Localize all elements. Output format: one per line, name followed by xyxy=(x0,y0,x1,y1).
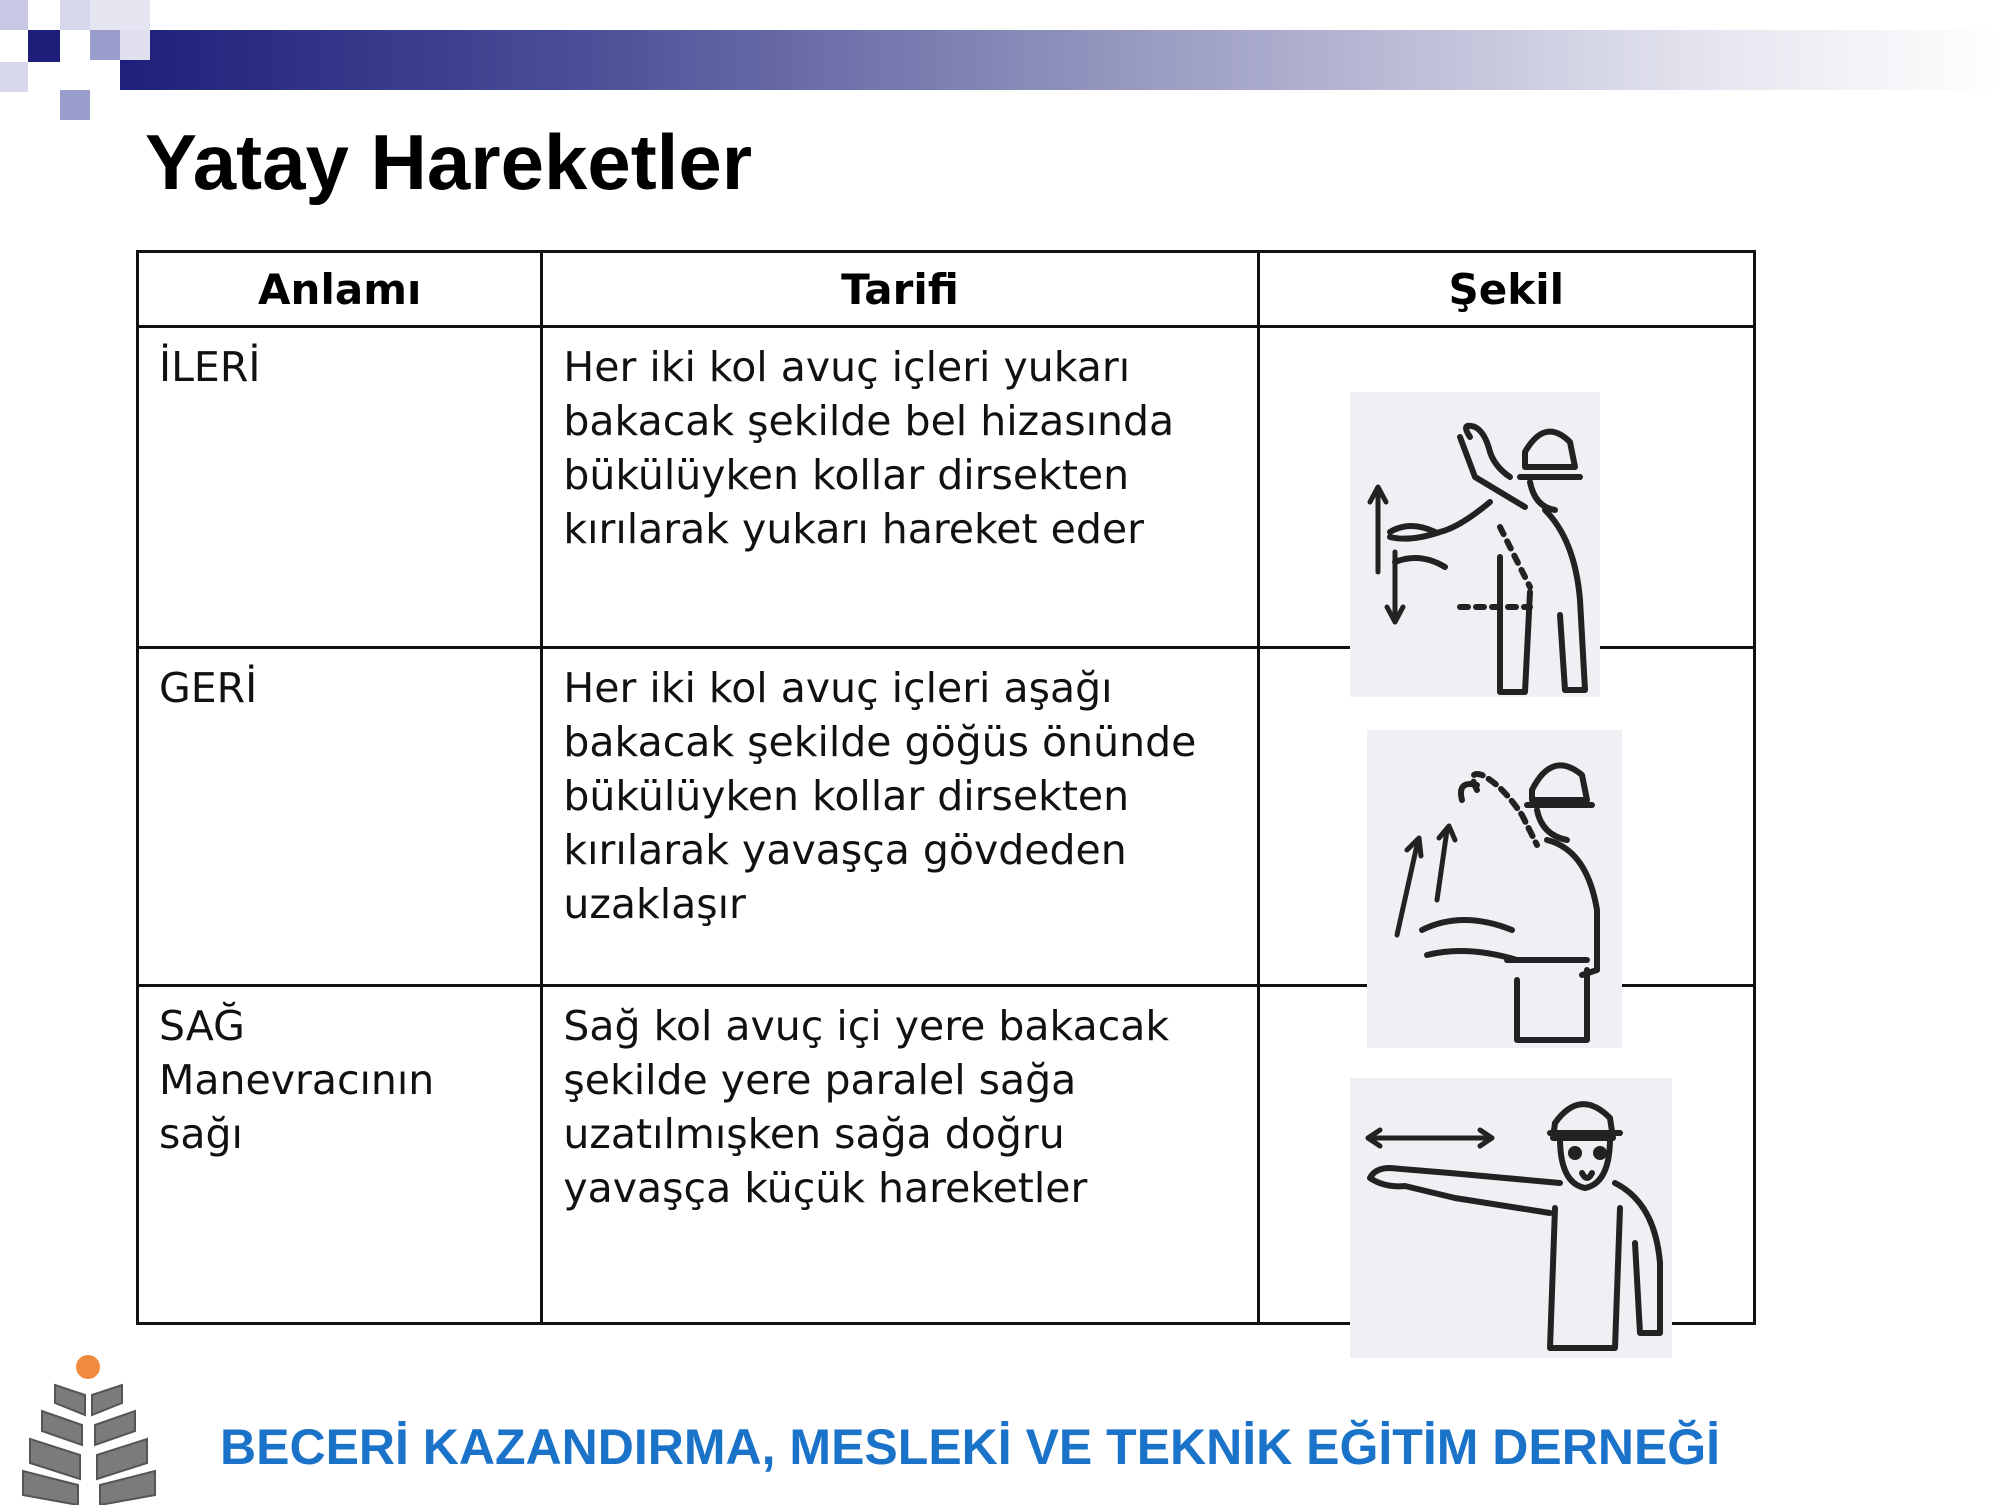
header-gradient-bar xyxy=(120,30,2000,90)
header-anlam: Anlamı xyxy=(138,252,542,327)
worker-forward-signal-icon xyxy=(1350,392,1600,697)
page-title: Yatay Hareketler xyxy=(145,118,753,206)
header-square-light-5 xyxy=(120,30,150,60)
header-tarif: Tarifi xyxy=(542,252,1258,327)
worker-backward-signal-icon xyxy=(1367,730,1622,1048)
cell-anlam-geri: GERİ xyxy=(138,648,542,986)
header-square-light-1 xyxy=(0,0,28,30)
header-square-mid-2 xyxy=(60,90,90,120)
header-square-light-3 xyxy=(90,0,150,30)
table-header-row xyxy=(138,252,1755,327)
cell-anlam-ileri: İLERİ xyxy=(138,327,542,648)
cell-tarif-geri: Her iki kol avuç içleri aşağı bakacak şekilde göğüs önünde bükülüyken kollar dirsekten kırılarak yavaşça gövdeden uzaklaşır xyxy=(542,648,1258,986)
header-square-light-2 xyxy=(60,0,90,30)
sag-label: SAĞ Manevracının sağı xyxy=(159,1002,435,1158)
cell-anlam-sag xyxy=(138,986,542,1324)
cell-tarif-ileri: Her iki kol avuç içleri yukarı bakacak şekilde bel hizasında bükülüyken kollar dirsekten kırılarak yukarı hareket eder xyxy=(542,327,1258,648)
header-square-dark xyxy=(28,30,60,62)
footer-organization-name: BECERİ KAZANDIRMA, MESLEKİ VE TEKNİK EĞİTİM DERNEĞİ xyxy=(220,1419,1721,1475)
book-tree-logo-icon xyxy=(20,1355,165,1509)
header-square-mid xyxy=(90,30,120,60)
header-square-light-4 xyxy=(0,62,28,92)
header-sekil: Şekil xyxy=(1258,252,1754,327)
cell-tarif-sag: Sağ kol avuç içi yere bakacak şekilde yere paralel sağa uzatılmışken sağa doğru yavaşça küçük hareketler xyxy=(542,986,1258,1324)
worker-right-signal-icon xyxy=(1350,1078,1672,1358)
